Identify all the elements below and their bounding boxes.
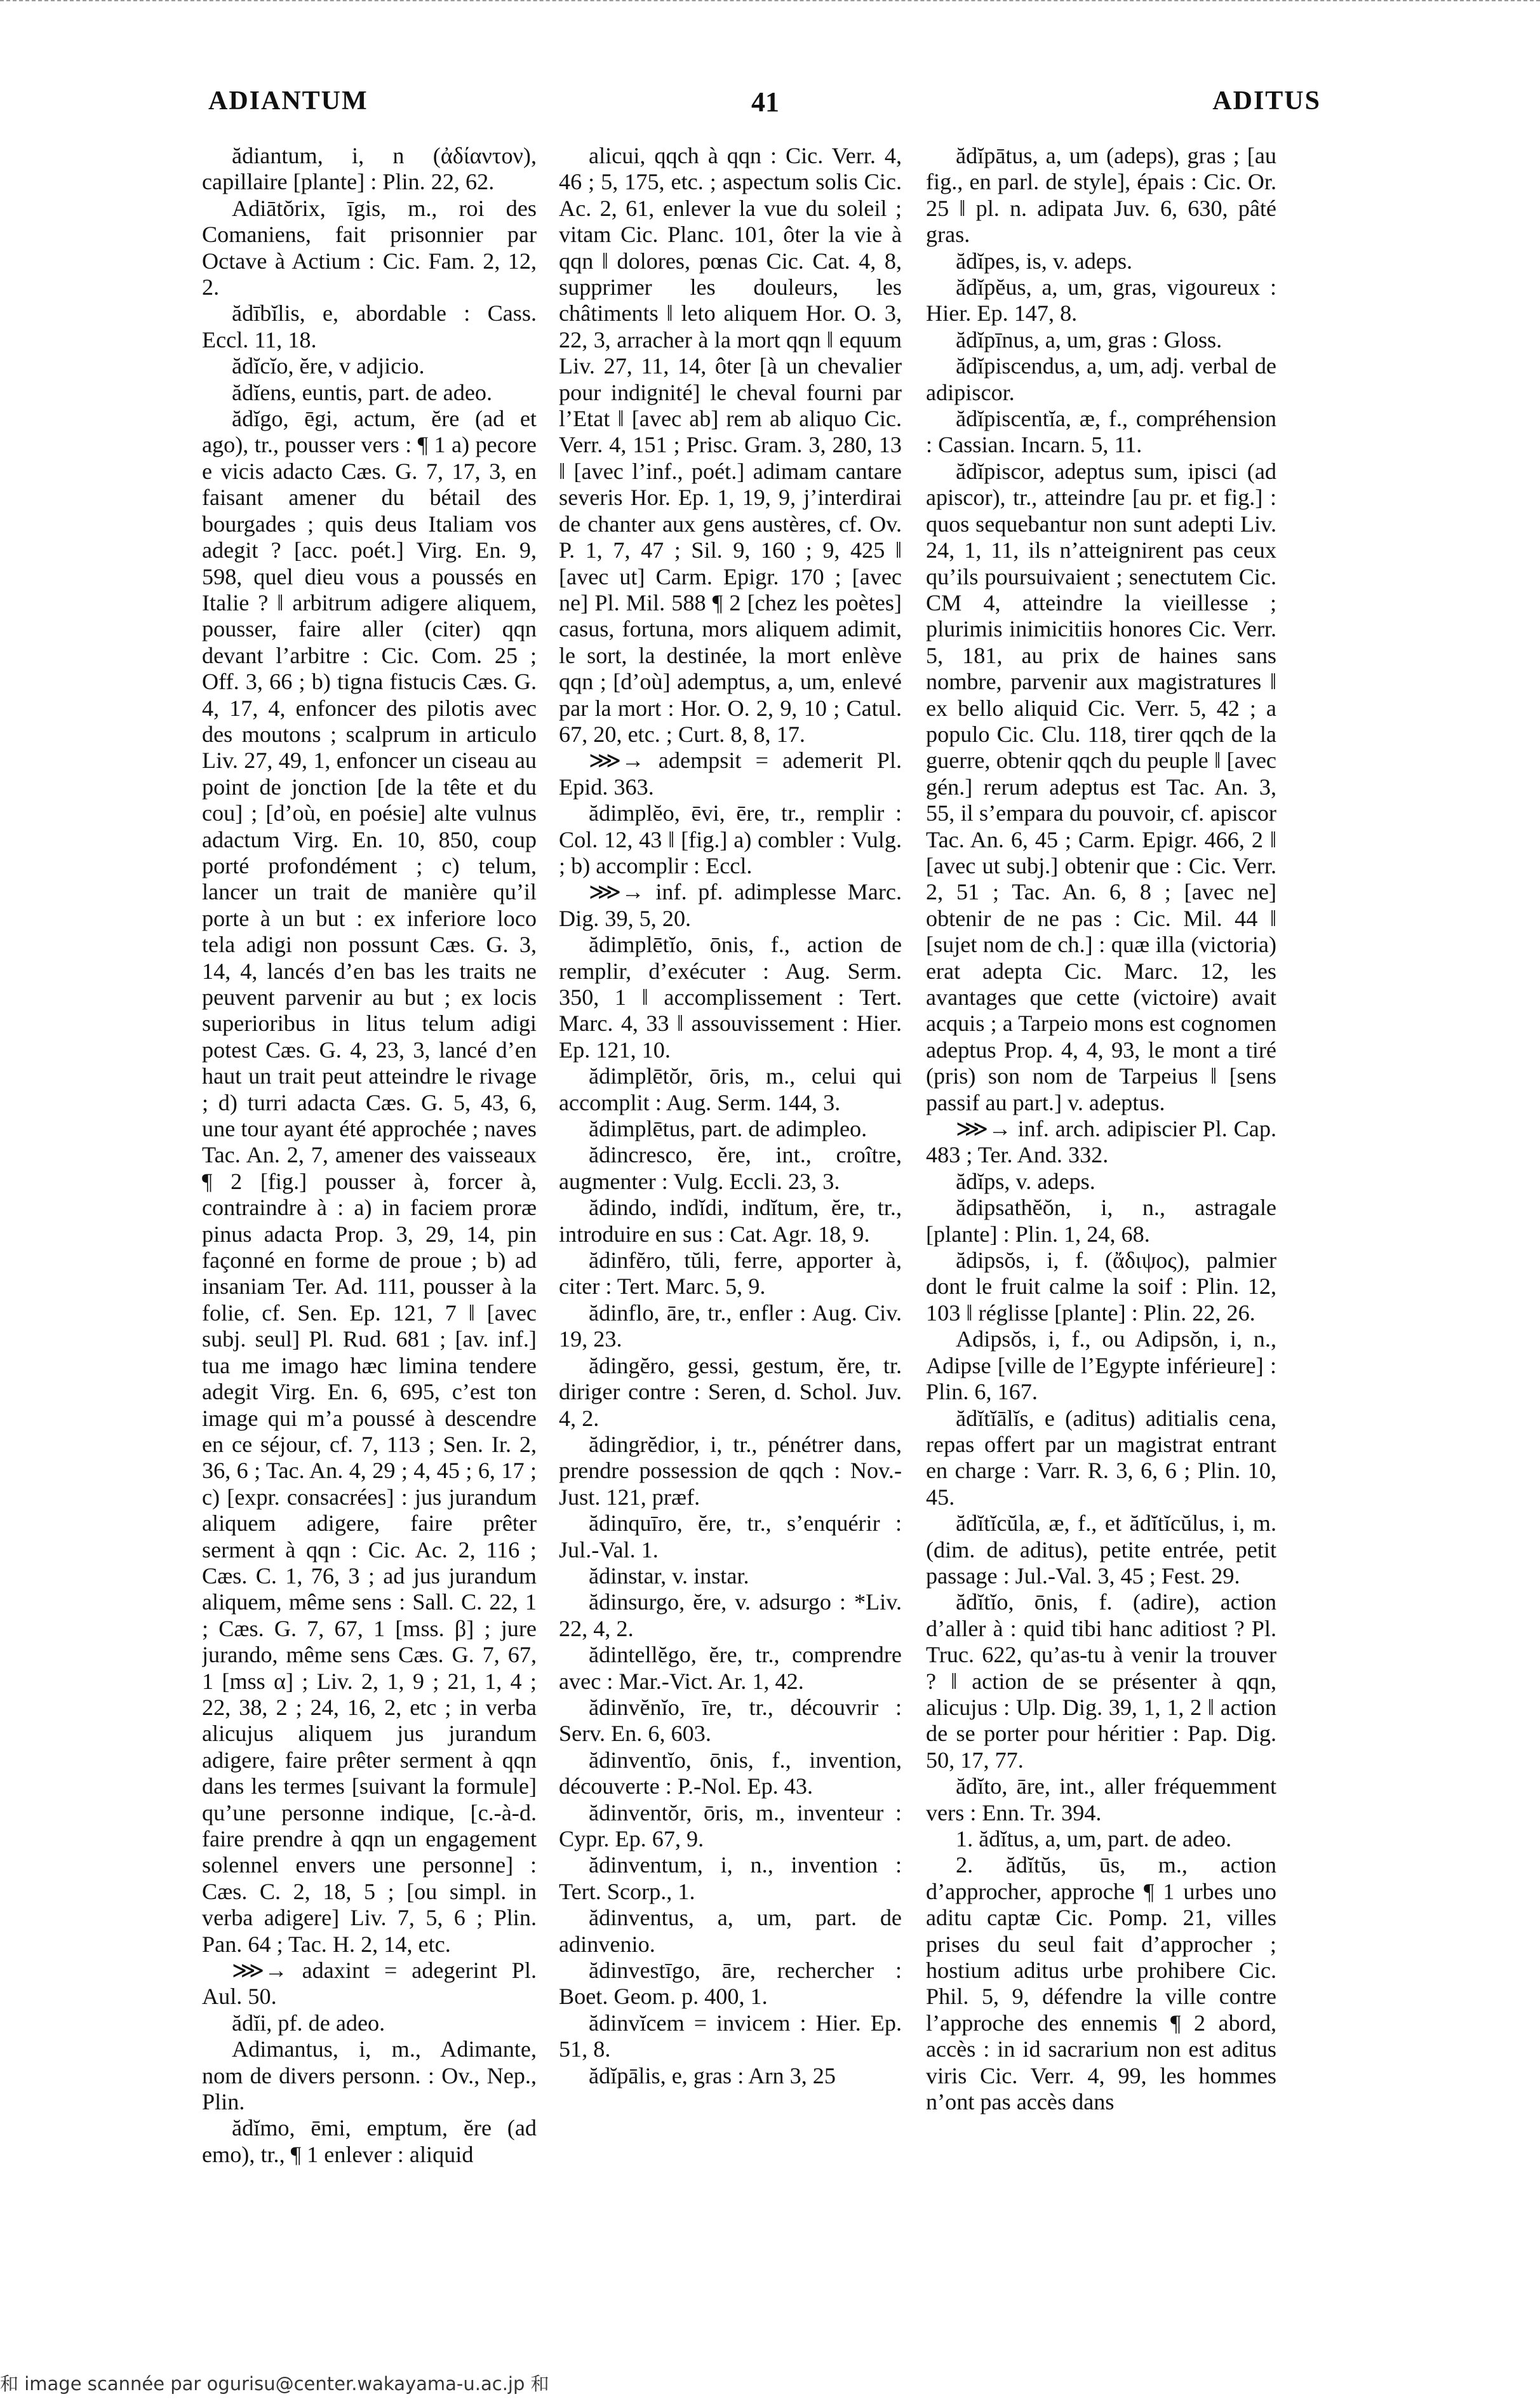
dictionary-entry: ădinvĭcem = invicem : Hier. Ep. 51, 8. bbox=[559, 2010, 902, 2062]
dictionary-entry: ădingrĕdior, i, tr., pénétrer dans, prendre possession de qqch : Nov.-Just. 121, præf. bbox=[559, 1431, 902, 1510]
dictionary-entry: 1. ădĭtus, a, um, part. de adeo. bbox=[956, 1826, 1232, 1852]
dictionary-entry: ădinventĭo, ōnis, f., invention, découverte : P.-Nol. Ep. 43. bbox=[559, 1747, 902, 1799]
page-number: 41 bbox=[751, 86, 779, 118]
dictionary-entry: Adiātŏrix, īgis, m., roi des Comaniens, fait prisonnier par Octave à Actium : Cic. Fam. 2, 12, 2. bbox=[202, 195, 537, 300]
dictionary-entry: ădingĕro, gessi, gestum, ĕre, tr. diriger contre : Seren, d. Schol. Juv. 4, 2. bbox=[559, 1352, 902, 1431]
dictionary-entry: ădĭpālis, e, gras : Arn 3, 25 bbox=[589, 2062, 836, 2088]
dictionary-entry: ădinsurgo, ĕre, v. adsurgo : *Liv. 22, 4, 2. bbox=[559, 1589, 902, 1641]
dictionary-entry: Adipsŏs, i, f., ou Adipsŏn, i, n., Adipse [ville de l’Egypte inférieure] : Plin. 6, 167. bbox=[926, 1326, 1276, 1405]
dictionary-entry: ădinventŏr, ōris, m., inventeur : Cypr. Ep. 67, 9. bbox=[559, 1799, 902, 1852]
dictionary-entry: 2. ădĭtŭs, ūs, m., action d’approcher, approche ¶ 1 urbes uno aditu captæ Cic. Pomp. 21, villes prises du seul fait d’approcher ; hostium aditus urbe prohibere Cic. Phil. 5, 9, défendre la ville contre l’approche des ennemis ¶ 2 abord, accès : in id sacrarium non est aditus viris Cic. Verr. 4, 99, les hommes n’ont pas accès dans bbox=[926, 1852, 1276, 2115]
dictionary-entry: ădĭpātus, a, um (adeps), gras ; [au fig., en parl. de style], épais : Cic. Or. 25 ‖ pl. n. adipata Juv. 6, 630, pâté gras. bbox=[926, 143, 1276, 248]
dictionary-entry: ⋙→ inf. arch. adipiscier Pl. Cap. 483 ; Ter. And. 332. bbox=[926, 1116, 1276, 1168]
dictionary-entry: ădinstar, v. instar. bbox=[589, 1563, 749, 1589]
dictionary-entry: ădinquīro, ĕre, tr., s’enquérir : Jul.-Val. 1. bbox=[559, 1510, 902, 1563]
scan-credit: 和 image scannée par ogurisu@center.wakayama-u.ac.jp 和 bbox=[0, 2373, 549, 2395]
dictionary-entry: ădībĭlis, e, abordable : Cass. Eccl. 11, 18. bbox=[202, 300, 537, 353]
dictionary-entry: ădĭtĭcŭla, æ, f., et ădĭtĭcŭlus, i, m. (dim. de aditus), petite entrée, petit passage : Jul.-Val. 3, 45 ; Fest. 29. bbox=[926, 1510, 1276, 1589]
dictionary-entry: ădipsŏs, i, f. (ἄδιψος), palmier dont le fruit calme la soif : Plin. 12, 103 ‖ réglisse [plante] : Plin. 22, 26. bbox=[926, 1247, 1276, 1326]
top-border bbox=[0, 0, 1540, 1]
dictionary-entry: ădĭtĭo, ōnis, f. (adire), action d’aller à : quid tibi hanc aditiost ? Pl. Truc. 622, qu’as-tu à venir la trouver ? ‖ action de se présenter à qqn, alicujus : Ulp. Dig. 39, 1, 1, 2 ‖ action de se porter pour héritier : Pap. Dig. 50, 17, 77. bbox=[926, 1589, 1276, 1773]
dictionary-entry: Adimantus, i, m., Adimante, nom de divers personn. : Ov., Nep., Plin. bbox=[202, 2036, 537, 2115]
dictionary-entry: ădĭens, euntis, part. de adeo. bbox=[232, 379, 493, 405]
dictionary-entry: ădipsathĕŏn, i, n., astragale [plante] : Plin. 1, 24, 68. bbox=[926, 1195, 1276, 1247]
dictionary-entry: ădinventum, i, n., invention : Tert. Scorp., 1. bbox=[559, 1852, 902, 1904]
dictionary-entry: ădĭcĭo, ĕre, v adjicio. bbox=[232, 353, 425, 379]
dictionary-entry: ădiantum, i, n (ἀδίαντον), capillaire [plante] : Plin. 22, 62. bbox=[202, 143, 537, 195]
column-1 bbox=[202, 143, 537, 2283]
dictionary-entry: ădĭpes, is, v. adeps. bbox=[956, 248, 1133, 274]
dictionary-entry: ădinventus, a, um, part. de adinvenio. bbox=[559, 1905, 902, 1957]
dictionary-entry: ădĭgo, ēgi, actum, ĕre (ad et ago), tr., pousser vers : ¶ 1 a) pecore e vicis adacto Cæs. G. 7, 17, 3, en faisant amener du bétail des bourgades ; quis deus Italiam vos adegit ? [acc. poét.] Virg. En. 9, 598, quel dieu vous a poussés en Italie ? ‖ arbitrum adigere aliquem, pousser, faire aller (citer) qqn devant l’arbitre : Cic. Com. 25 ; Off. 3, 66 ; b) tigna fistucis Cæs. G. 4, 17, 4, enfoncer des pilotis avec des moutons ; scalprum in articulo Liv. 27, 49, 1, enfoncer un ciseau au point de jonction [de la tête et du cou] ; [d’où, en poésie] alte vulnus adactum Virg. En. 10, 850, coup porté profondément ; c) telum, lancer un trait de manière qu’il porte à un but : ex inferiore loco tela adigi non possunt Cæs. G. 3, 14, 4, lancés d’en bas les traits ne peuvent parvenir au but ; ex locis superioribus in litus telum adigi potest Cæs. G. 4, 23, 3, lancé d’en haut un trait peut atteindre le rivage ; d) turri adacta Cæs. G. 5, 43, 6, une tour ayant été approchée ; naves Tac. An. 2, 7, amener des vaisseaux ¶ 2 [fig.] pousser à, forcer à, contraindre à : a) in faciem proræ pinus adacta Prop. 3, 29, 14, pin façonné en forme de proue ; b) ad insaniam Ter. Ad. 111, pousser à la folie, cf. Sen. Ep. 121, 7 ‖ [avec subj. seul] Pl. Rud. 681 ; [av. inf.] tua me imago hæc limina tendere adegit Virg. En. 6, 695, c’est ton image qui m’a poussé à descendre en ce séjour, cf. 7, 113 ; Sen. Ir. 2, 36, 6 ; Tac. An. 4, 29 ; 4, 45 ; 6, 17 ; c) [expr. consacrées] : jus jurandum aliquem adigere, faire prêter serment à qqn : Cic. Ac. 2, 116 ; Cæs. C. 1, 76, 3 ; ad jus jurandum aliquem, même sens : Sall. C. 22, 1 ; Cæs. G. 7, 67, 1 [mss. β] ; jure jurando, même sens Cæs. G. 7, 67, 1 [mss α] ; Liv. 2, 1, 9 ; 21, 1, 4 ; 22, 38, 2 ; 24, 16, 2, etc ; in verba alicujus aliquem jus jurandum adigere, faire prêter serment à qqn dans les termes [suivant la formule] qu’une personne indique, [c.-à-d. faire prendre à qqn un engagement solennel envers une personne] : Cæs. C. 2, 18, 5 ; [ou simpl. in verba adigere] Liv. 7, 5, 6 ; Plin. Pan. 64 ; Tac. H. 2, 14, etc. bbox=[202, 406, 537, 1957]
dictionary-entry: ădimplĕo, ēvi, ēre, tr., remplir : Col. 12, 43 ‖ [fig.] a) combler : Vulg. ; b) accomplir : Eccl. bbox=[559, 800, 902, 878]
dictionary-entry: ădimplētus, part. de adimpleo. bbox=[589, 1116, 867, 1142]
dictionary-entry: ădĭpiscendus, a, um, adj. verbal de adipiscor. bbox=[926, 353, 1276, 405]
dictionary-entry: ădĭps, v. adeps. bbox=[956, 1168, 1095, 1194]
dictionary-entry: ⋙→ inf. pf. adimplesse Marc. Dig. 39, 5, 20. bbox=[559, 879, 902, 931]
header-right-guide-word: ADITUS bbox=[1212, 86, 1321, 116]
dictionary-entry: ădĭpiscentĭa, æ, f., compréhension : Cassian. Incarn. 5, 11. bbox=[926, 406, 1276, 458]
dictionary-entry: ădintellĕgo, ĕre, tr., comprendre avec : Mar.-Vict. Ar. 1, 42. bbox=[559, 1642, 902, 1694]
column-2 bbox=[559, 143, 902, 2283]
dictionary-entry: ădĭmo, ēmi, emptum, ĕre (ad emo), tr., ¶ 1 enlever : aliquid bbox=[202, 2115, 537, 2167]
dictionary-entry: ădĭpĕus, a, um, gras, vigoureux : Hier. Ep. 147, 8. bbox=[926, 274, 1276, 326]
dictionary-entry: ădĭpīnus, a, um, gras : Gloss. bbox=[956, 326, 1222, 353]
dictionary-entry: ădinflo, āre, tr., enfler : Aug. Civ. 19, 23. bbox=[559, 1300, 902, 1352]
running-header bbox=[191, 86, 1340, 124]
dictionary-entry: alicui, qqch à qqn : Cic. Verr. 4, 46 ; 5, 175, etc. ; aspectum solis Cic. Ac. 2, 61, enlever la vue du soleil ; vitam Cic. Planc. 101, ôter la vie à qqn ‖ dolores, pœnas Cic. Cat. 4, 8, supprimer les douleurs, les châtiments ‖ leto aliquem Hor. O. 3, 22, 3, arracher à la mort qqn ‖ equum Liv. 27, 11, 14, ôter [à un chevalier pour indignité] le cheval fourni par l’Etat ‖ [avec ab] rem ab aliquo Cic. Verr. 4, 151 ; Prisc. Gram. 3, 280, 13 ‖ [avec l’inf., poét.] adimam cantare severis Hor. Ep. 1, 19, 9, j’interdirai de chanter aux gens austères, cf. Ov. P. 1, 7, 47 ; Sil. 9, 160 ; 9, 425 ‖ [avec ut] Carm. Epigr. 170 ; [avec ne] Pl. Mil. 588 ¶ 2 [chez les poètes] casus, fortuna, mors aliquem adimit, le sort, la destinée, la mort enlève qqn ; [d’où] ademptus, a, um, enlevé par la mort : Hor. O. 2, 9, 10 ; Catul. 67, 20, etc. ; Curt. 8, 8, 17. bbox=[559, 143, 902, 747]
dictionary-entry: ădindo, indĭdi, indĭtum, ĕre, tr., introduire en sus : Cat. Agr. 18, 9. bbox=[559, 1195, 902, 1247]
dictionary-entry: ădimplētŏr, ōris, m., celui qui accomplit : Aug. Serm. 144, 3. bbox=[559, 1063, 902, 1115]
header-left-guide-word: ADIANTUM bbox=[208, 86, 368, 116]
dictionary-entry: ădinvestīgo, āre, rechercher : Boet. Geom. p. 400, 1. bbox=[559, 1958, 902, 2010]
dictionary-entry: ădĭtĭālĭs, e (aditus) aditialis cena, repas offert par un magistrat entrant en charge : Varr. R. 3, 6, 6 ; Plin. 10, 45. bbox=[926, 1405, 1276, 1510]
dictionary-entry: ădimplētĭo, ōnis, f., action de remplir, d’exécuter : Aug. Serm. 350, 1 ‖ accomplissement : Tert. Marc. 4, 33 ‖ assouvissement : Hier. Ep. 121, 10. bbox=[559, 932, 902, 1063]
dictionary-entry: ădinfĕro, tŭli, ferre, apporter à, citer : Tert. Marc. 5, 9. bbox=[559, 1247, 902, 1300]
dictionary-entry: ădincresco, ĕre, int., croître, augmenter : Vulg. Eccli. 23, 3. bbox=[559, 1142, 902, 1194]
dictionary-entry: ădinvĕnĭo, īre, tr., découvrir : Serv. En. 6, 603. bbox=[559, 1694, 902, 1747]
dictionary-entry: ădĭto, āre, int., aller fréquemment vers : Enn. Tr. 394. bbox=[926, 1773, 1276, 1825]
dictionary-entry: ⋙→ adempsit = ademerit Pl. Epid. 363. bbox=[559, 748, 902, 800]
dictionary-entry: ădĭpiscor, adeptus sum, ipisci (ad apiscor), tr., atteindre [au pr. et fig.] : quos sequebantur non sunt adepti Liv. 24, 1, 11, ils n’atteignirent pas ceux qu’ils poursuivaient ; senectutem Cic. CM 4, atteindre la vieillesse ; plurimis inimicitiis honores Cic. Verr. 5, 181, au prix de haines sans nombre, parvenir aux magistratures ‖ ex bello aliquid Cic. Verr. 5, 42 ; a populo Cic. Clu. 118, tirer qqch de la guerre, obtenir qqch du peuple ‖ [avec gén.] rerum adeptus est Tac. An. 3, 55, il s’empara du pouvoir, cf. apiscor Tac. An. 6, 45 ; Carm. Epigr. 466, 2 ‖ [avec ut subj.] obtenir que : Cic. Verr. 2, 51 ; Tac. An. 6, 8 ; [avec ne] obtenir de ne pas : Cic. Mil. 44 ‖ [sujet nom de ch.] : quæ illa (victoria) erat adepta Cic. Marc. 12, les avantages que cette (victoire) avait acquis ; a Tarpeio mons est cognomen adeptus Prop. 4, 4, 93, le mont a tiré (pris) son nom de Tarpeius ‖ [sens passif au part.] v. adeptus. bbox=[926, 458, 1276, 1115]
dictionary-entry: ⋙→ adaxint = adegerint Pl. Aul. 50. bbox=[202, 1958, 537, 2010]
column-3 bbox=[926, 143, 1276, 2283]
dictionary-entry: ădĭi, pf. de adeo. bbox=[232, 2010, 385, 2036]
